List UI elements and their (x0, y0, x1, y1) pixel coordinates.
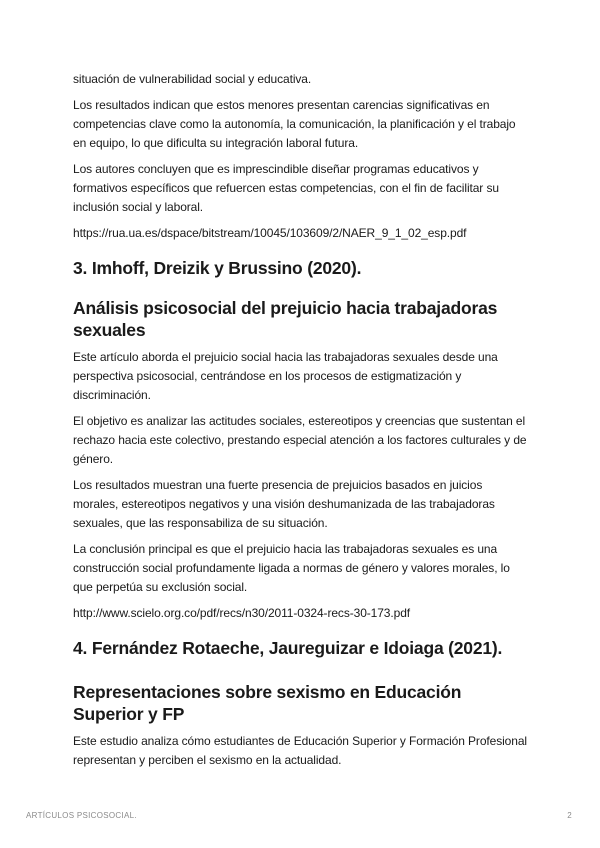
section-title: Análisis psicosocial del prejuicio hacia trabajadoras sexuales (73, 298, 498, 340)
paragraph: Este artículo aborda el prejuicio social hacia las trabajadoras sexuales desde una perspectiva psicosocial, centrándose en los procesos de estigmatización y discriminación. (73, 350, 498, 402)
document-page (73, 70, 529, 777)
section-heading: 4. Fernández Rotaeche, Jaureguizar e Idoiaga (2021). (73, 638, 503, 658)
paragraph: La conclusión principal es que el prejuicio hacia las trabajadoras sexuales es una construcción social profundamente ligada a normas de género y valores morales, lo que perpetúa su exclusión social. (73, 542, 510, 594)
source-url: https://rua.ua.es/dspace/bitstream/10045/103609/2/NAER_9_1_02_esp.pdf (73, 226, 467, 240)
paragraph: El objetivo es analizar las actitudes sociales, estereotipos y creencias que sustentan el rechazo hacia este colectivo, prestando especial atención a los factores culturales y de género. (73, 414, 527, 466)
footer-title: ARTÍCULOS PSICOSOCIAL. (26, 811, 137, 820)
paragraph: Los resultados indican que estos menores presentan carencias significativas en competencias clave como la autonomía, la comunicación, la planificación y el trabajo en equipo, lo que dificulta su integración laboral futura. (73, 98, 516, 150)
source-url: http://www.scielo.org.co/pdf/recs/n30/2011-0324-recs-30-173.pdf (73, 606, 411, 620)
paragraph: situación de vulnerabilidad social y educativa. (73, 72, 312, 86)
paragraph: Los autores concluyen que es imprescindible diseñar programas educativos y formativos específicos que refuercen estas competencias, con el fin de facilitar su inclusión social y laboral. (73, 162, 499, 214)
section-title: Representaciones sobre sexismo en Educación Superior y FP (73, 682, 462, 724)
page-number: 2 (567, 811, 572, 820)
paragraph: Este estudio analiza cómo estudiantes de Educación Superior y Formación Profesional representan y perciben el sexismo en la actualidad. (73, 734, 527, 767)
paragraph: Los resultados muestran una fuerte presencia de prejuicios basados en juicios morales, estereotipos negativos y una visión deshumanizada de las trabajadoras sexuales, que las responsabiliza de su situación. (73, 478, 495, 530)
section-heading: 3. Imhoff, Dreizik y Brussino (2020). (73, 258, 362, 278)
